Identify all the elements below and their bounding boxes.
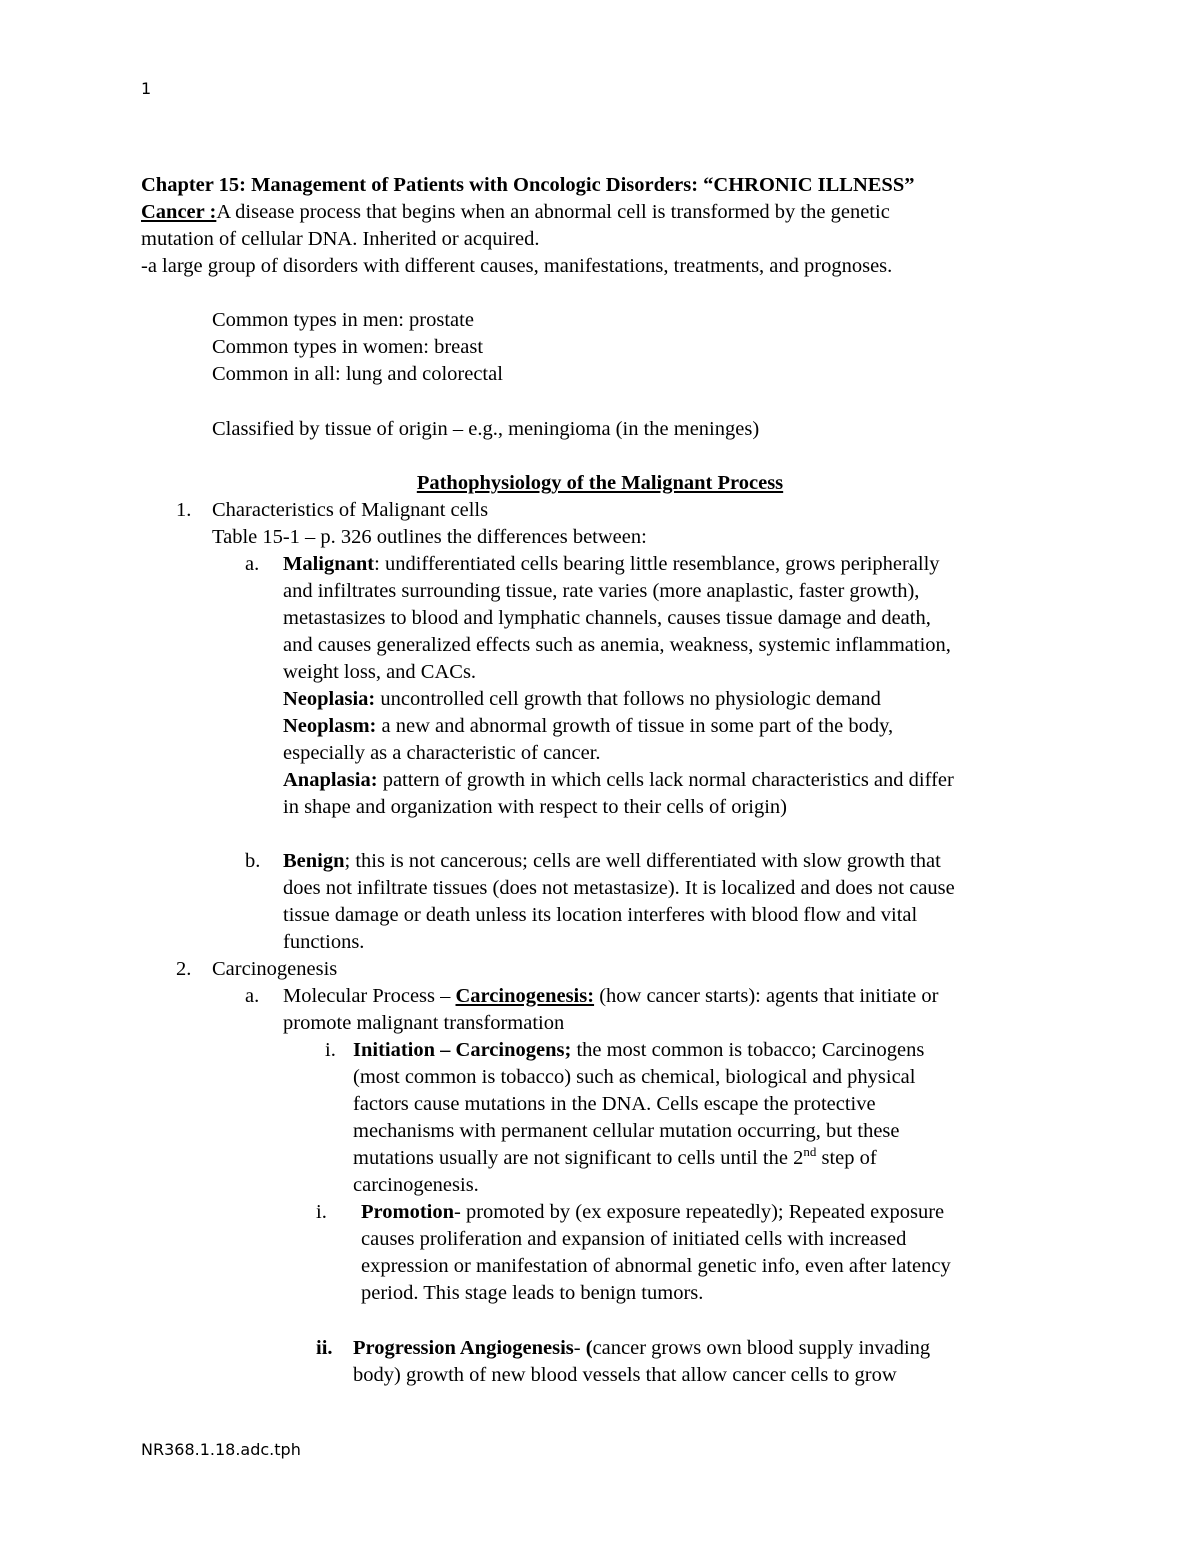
molecular-process-line-2: promote malignant transformation	[283, 1012, 565, 1034]
anaplasia-term: Anaplasia:	[283, 769, 378, 791]
list-marker-1b: b.	[245, 850, 261, 872]
list-marker-2: 2.	[176, 958, 192, 980]
anaplasia-line-2: in shape and organization with respect to their cells of origin)	[283, 796, 788, 818]
anaplasia-line-1: Anaplasia: pattern of growth in which cells lack normal characteristics and differ	[283, 769, 954, 791]
benign-line-4: functions.	[283, 931, 365, 953]
benign-line-3: tissue damage or death unless its location interferes with blood flow and vital	[283, 904, 918, 926]
molecular-process-line-1: Molecular Process – Carcinogenesis: (how cancer starts): agents that initiate or	[283, 985, 939, 1007]
list-marker-2a-ii: ii.	[316, 1337, 333, 1359]
promotion-term: Promotion	[361, 1201, 455, 1223]
benign-line-1: Benign; this is not cancerous; cells are well differentiated with slow growth that	[283, 850, 941, 872]
list-marker-2a: a.	[245, 985, 260, 1007]
promotion-line-2: causes proliferation and expansion of initiated cells with increased	[361, 1228, 907, 1250]
common-types-men: Common types in men: prostate	[212, 309, 474, 331]
promotion-line-3: expression or manifestation of abnormal genetic info, even after latency	[361, 1255, 951, 1277]
classified-by-tissue: Classified by tissue of origin – e.g., meningioma (in the meninges)	[212, 418, 760, 440]
common-types-women: Common types in women: breast	[212, 336, 484, 358]
list-marker-2a-i: i.	[325, 1039, 336, 1061]
progression-term: Progression Angiogenesis	[353, 1337, 574, 1359]
carcinogenesis-term: Carcinogenesis:	[455, 985, 595, 1007]
cancer-definition-line-1: Cancer :A disease process that begins when an abnormal cell is transformed by the genetic	[141, 201, 890, 223]
neoplasm-term: Neoplasm:	[283, 715, 377, 737]
cancer-definition-line-2: mutation of cellular DNA. Inherited or acquired.	[141, 228, 540, 250]
list-marker-1: 1.	[176, 499, 192, 521]
cancer-term: Cancer :	[141, 201, 217, 223]
page-number: 1	[141, 79, 152, 98]
malignant-line-1: Malignant: undifferentiated cells bearing little resemblance, grows peripherally	[283, 553, 940, 575]
initiation-term: Initiation – Carcinogens;	[353, 1039, 572, 1061]
initiation-line-2: (most common is tobacco) such as chemical, biological and physical	[353, 1066, 916, 1088]
progression-line-2: body) growth of new blood vessels that allow cancer cells to grow	[353, 1364, 897, 1386]
malignant-term: Malignant	[283, 553, 375, 575]
list-marker-2a-i-second: i.	[316, 1201, 327, 1223]
neoplasia-term: Neoplasia:	[283, 688, 376, 710]
initiation-line-5: mutations usually are not significant to cells until the 2nd step of	[353, 1144, 877, 1169]
neoplasm-line-1: Neoplasm: a new and abnormal growth of tissue in some part of the body,	[283, 715, 894, 737]
neoplasia-definition: Neoplasia: uncontrolled cell growth that follows no physiologic demand	[283, 688, 881, 710]
initiation-line-4: mechanisms with permanent cellular mutation occurring, but these	[353, 1120, 900, 1142]
list-marker-1a: a.	[245, 553, 260, 575]
malignant-line-2: and infiltrates surrounding tissue, rate varies (more anaplastic, faster growth),	[283, 580, 920, 602]
item2-title: Carcinogenesis	[212, 958, 338, 980]
malignant-line-4: and causes generalized effects such as anemia, weakness, systemic inflammation,	[283, 634, 951, 656]
page-footer: NR368.1.18.adc.tph	[141, 1440, 301, 1459]
section-heading: Pathophysiology of the Malignant Process	[416, 472, 784, 494]
malignant-line-5: weight loss, and CACs.	[283, 661, 477, 683]
initiation-line-6: carcinogenesis.	[353, 1174, 479, 1196]
page-title: Chapter 15: Management of Patients with Oncologic Disorders: “CHRONIC ILLNESS”	[141, 174, 915, 196]
promotion-line-1: Promotion- promoted by (ex exposure repeatedly); Repeated exposure	[361, 1201, 945, 1223]
initiation-line-3: factors cause mutations in the DNA. Cells escape the protective	[353, 1093, 876, 1115]
benign-term: Benign	[283, 850, 345, 872]
progression-line-1: Progression Angiogenesis- (cancer grows own blood supply invading	[353, 1337, 931, 1359]
common-in-all: Common in all: lung and colorectal	[212, 363, 503, 385]
initiation-line-1: Initiation – Carcinogens; the most common is tobacco; Carcinogens	[353, 1039, 925, 1061]
neoplasm-line-2: especially as a characteristic of cancer.	[283, 742, 601, 764]
item1-intro: Table 15-1 – p. 326 outlines the differences between:	[212, 526, 647, 548]
promotion-line-4: period. This stage leads to benign tumors.	[361, 1282, 704, 1304]
malignant-line-3: metastasizes to blood and lymphatic channels, causes tissue damage and death,	[283, 607, 931, 629]
item1-title: Characteristics of Malignant cells	[212, 499, 489, 521]
benign-line-2: does not infiltrate tissues (does not metastasize). It is localized and does not cause	[283, 877, 955, 899]
cancer-definition-line-3: -a large group of disorders with different causes, manifestations, treatments, and prognoses.	[141, 255, 893, 277]
